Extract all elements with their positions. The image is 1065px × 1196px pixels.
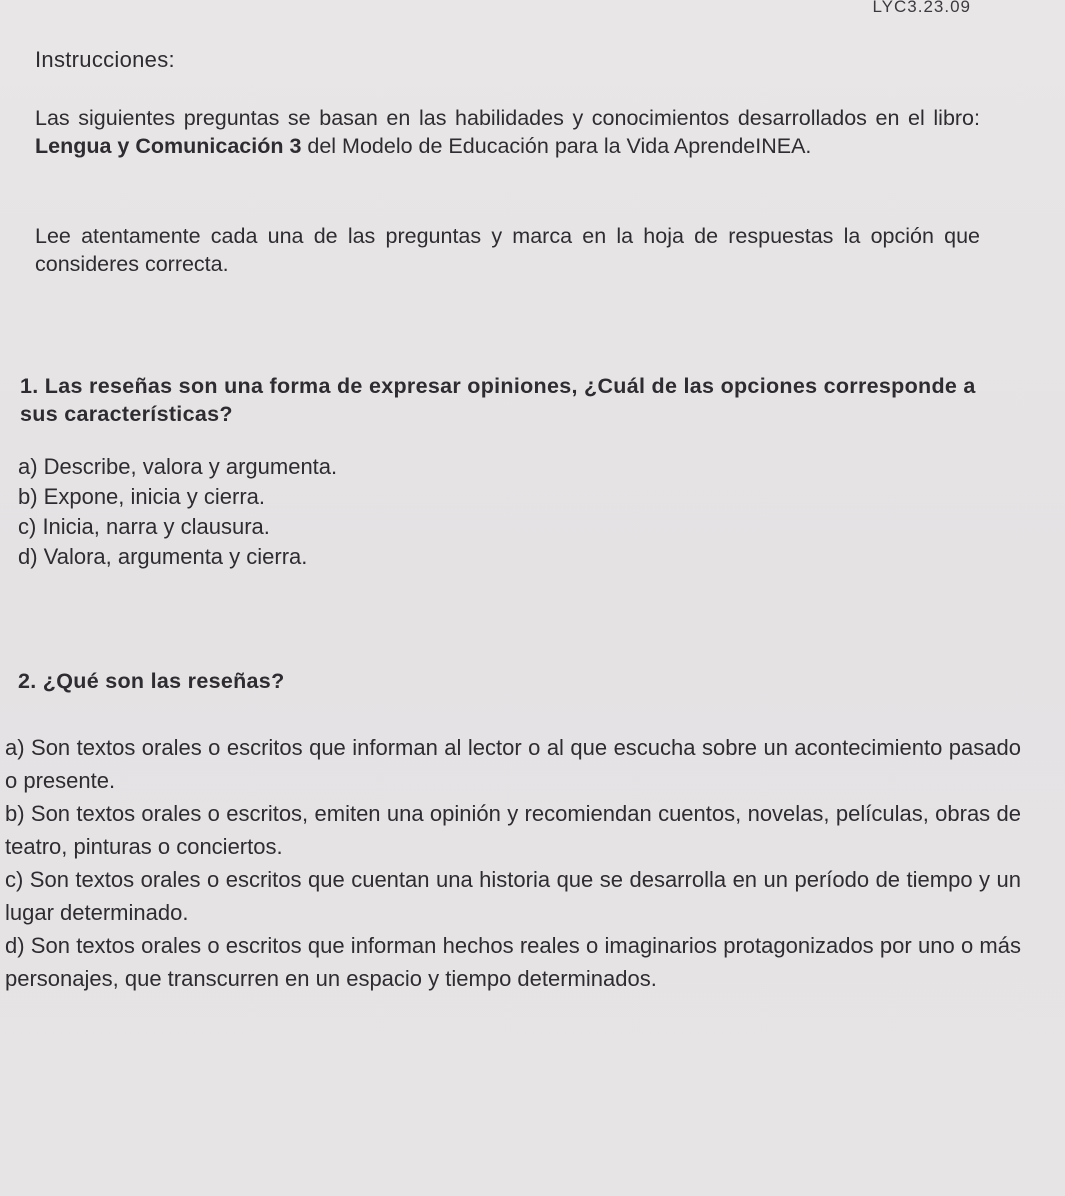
instructions-paragraph-2: Lee atentamente cada una de las preguntas y marca en la hoja de respuestas la opción que consideres correcta. (35, 224, 980, 276)
option-2b[interactable]: b) Son textos orales o escritos, emiten una opinión y recomiendan cuentos, novelas, películas, obras de teatro, pinturas o conciertos. (5, 801, 1021, 859)
instructions-text: Las siguientes preguntas se basan en las habilidades y conocimientos desarrollados en el libro: (35, 106, 980, 130)
option-1a[interactable]: a) Describe, valora y argumenta. (18, 454, 338, 479)
book-title: Lengua y Comunicación 3 (35, 134, 302, 158)
option-2d[interactable]: d) Son textos orales o escritos que informan hechos reales o imaginarios protagonizados por uno o más personajes, que transcurren en un espacio y tiempo determinados. (5, 933, 1021, 991)
instructions-text: del Modelo de Educación para la Vida AprendeINEA. (301, 134, 812, 158)
option-1d[interactable]: d) Valora, argumenta y cierra. (18, 544, 308, 569)
option-1c[interactable]: c) Inicia, narra y clausura. (18, 514, 270, 539)
instructions-title: Instrucciones: (35, 47, 175, 72)
option-2a[interactable]: a) Son textos orales o escritos que informan al lector o al que escucha sobre un acontecimiento pasado o presente. (5, 735, 1021, 793)
question-1-options (18, 452, 337, 572)
instructions-paragraph-1 (35, 104, 980, 160)
question-1: 1. Las reseñas son una forma de expresar opiniones, ¿Cuál de las opciones corresponde a sus características? (20, 374, 976, 426)
question-2: 2. ¿Qué son las reseñas? (18, 669, 285, 693)
document-code: LYC3.23.09 (872, 0, 971, 16)
question-2-options (5, 731, 1021, 995)
option-2c[interactable]: c) Son textos orales o escritos que cuentan una historia que se desarrolla en un período de tiempo y un lugar determinado. (5, 867, 1021, 925)
option-1b[interactable]: b) Expone, inicia y cierra. (18, 484, 265, 509)
